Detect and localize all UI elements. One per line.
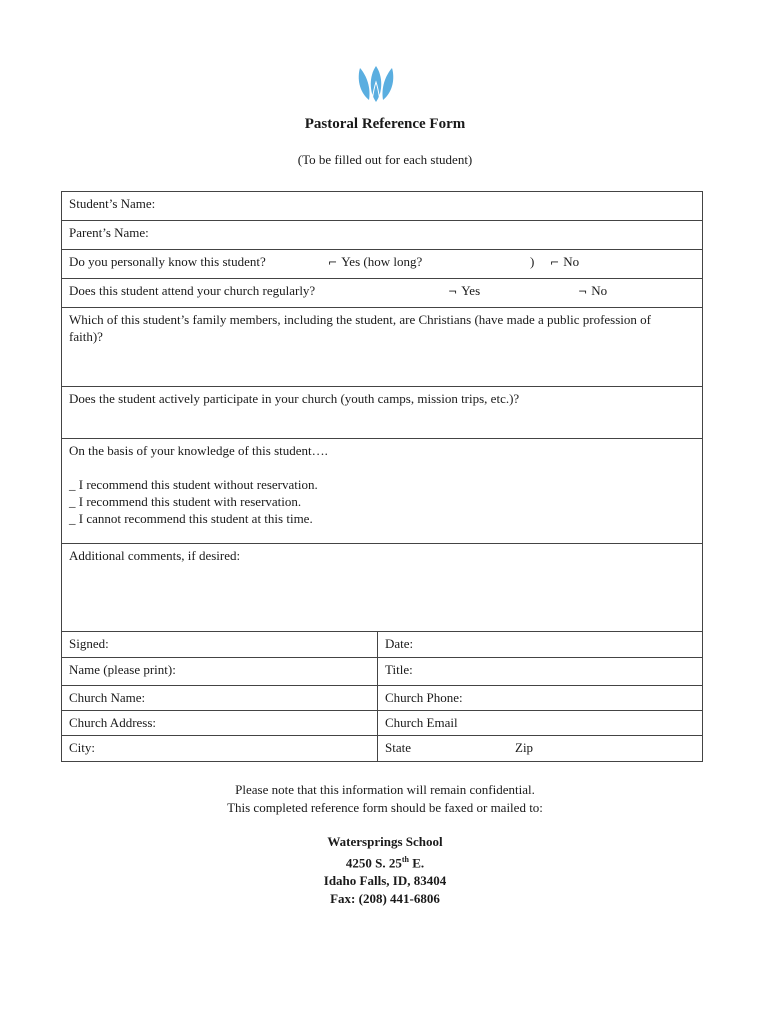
church-name-label: Church Name: <box>69 690 146 705</box>
know-no-option[interactable] <box>550 253 579 271</box>
church-phone-field[interactable] <box>378 686 702 710</box>
church-address-email-row <box>62 711 702 736</box>
know-no-checkbox-icon[interactable]: ⌐ <box>550 256 560 269</box>
church-email-label: Church Email <box>385 715 458 730</box>
confidentiality-note <box>0 781 770 817</box>
know-student-row <box>62 250 702 279</box>
cannot-recommend[interactable]: _ I cannot recommend this student at this time. <box>69 511 313 526</box>
parent-name-field[interactable] <box>62 221 702 250</box>
name-print-label: Name (please print): <box>69 662 176 677</box>
basis-intro-label: On the basis of your knowledge of this student…. <box>69 443 328 458</box>
street-address <box>0 851 770 872</box>
attend-no-checkbox-icon[interactable]: ¬ <box>578 285 588 298</box>
participate-question-label: Does the student actively participate in your church (youth camps, mission trips, etc.)? <box>69 391 520 406</box>
attend-no-option[interactable] <box>578 282 607 300</box>
city-label: City: <box>69 740 96 755</box>
recommendation-section <box>62 439 702 544</box>
logo-leaf-right <box>382 68 393 100</box>
zip-label: Zip <box>515 740 534 755</box>
parent-name-label: Parent’s Name: <box>69 225 149 240</box>
school-name: Watersprings School <box>327 834 443 849</box>
title-label: Title: <box>385 662 413 677</box>
street-post: E. <box>408 855 425 871</box>
note-line-2: This completed reference form should be faxed or mailed to: <box>227 800 543 815</box>
attend-yes-checkbox-icon[interactable]: ¬ <box>448 285 458 298</box>
state-zip-field[interactable] <box>378 736 702 761</box>
form-subtitle: (To be filled out for each student) <box>297 152 473 167</box>
street-pre: 4250 S. 25 <box>345 855 402 871</box>
logo-leaf-left <box>359 68 370 100</box>
participation-field[interactable] <box>62 387 702 439</box>
signed-label: Signed: <box>69 636 109 651</box>
mailing-address <box>0 833 770 908</box>
state-label: State <box>385 740 411 755</box>
city-state-zip-row <box>62 736 702 761</box>
church-email-field[interactable] <box>378 711 702 735</box>
know-yes-label: Yes (how long? <box>341 254 423 269</box>
recommendation-options <box>69 476 702 527</box>
church-phone-label: Church Phone: <box>385 690 463 705</box>
know-question-label: Do you personally know this student? <box>69 254 266 269</box>
church-name-phone-row <box>62 686 702 711</box>
attend-question-label: Does this student attend your church regularly? <box>69 283 316 298</box>
know-yes-checkbox-icon[interactable]: ⌐ <box>328 256 338 269</box>
church-name-field[interactable] <box>62 686 378 710</box>
church-address-field[interactable] <box>62 711 378 735</box>
date-field[interactable] <box>378 632 702 657</box>
city-line: Idaho Falls, ID, 83404 <box>323 873 447 889</box>
name-print-field[interactable] <box>62 658 378 685</box>
signed-field[interactable] <box>62 632 378 657</box>
title-field[interactable] <box>378 658 702 685</box>
school-logo <box>355 64 397 104</box>
family-christians-field[interactable] <box>62 308 702 387</box>
family-question-label: Which of this student’s family members, including the student, are Christians (have made a public profession of faith)? <box>69 312 651 344</box>
date-label: Date: <box>385 636 414 651</box>
comments-label: Additional comments, if desired: <box>69 548 241 563</box>
signature-row <box>62 632 702 658</box>
know-yes-option[interactable] <box>328 253 422 271</box>
city-field[interactable] <box>62 736 378 761</box>
recommend-without-reservation[interactable]: _ I recommend this student without reservation. <box>69 477 318 492</box>
reference-form <box>61 191 703 762</box>
know-no-label: No <box>563 254 580 269</box>
attend-church-row <box>62 279 702 308</box>
attend-yes-label: Yes <box>461 283 481 298</box>
name-title-row <box>62 658 702 686</box>
know-paren: ) <box>530 254 535 269</box>
student-name-field[interactable] <box>62 192 702 221</box>
attend-no-label: No <box>591 283 608 298</box>
comments-field[interactable] <box>62 544 702 632</box>
attend-yes-option[interactable] <box>448 282 480 300</box>
note-line-1: Please note that this information will remain confidential. <box>235 782 535 797</box>
recommend-with-reservation[interactable]: _ I recommend this student with reservation. <box>69 494 302 509</box>
fax-number: Fax: (208) 441-6806 <box>330 891 440 907</box>
student-name-label: Student’s Name: <box>69 196 156 211</box>
church-address-label: Church Address: <box>69 715 157 730</box>
street-sup: th <box>401 855 409 864</box>
form-title: Pastoral Reference Form <box>304 116 466 132</box>
